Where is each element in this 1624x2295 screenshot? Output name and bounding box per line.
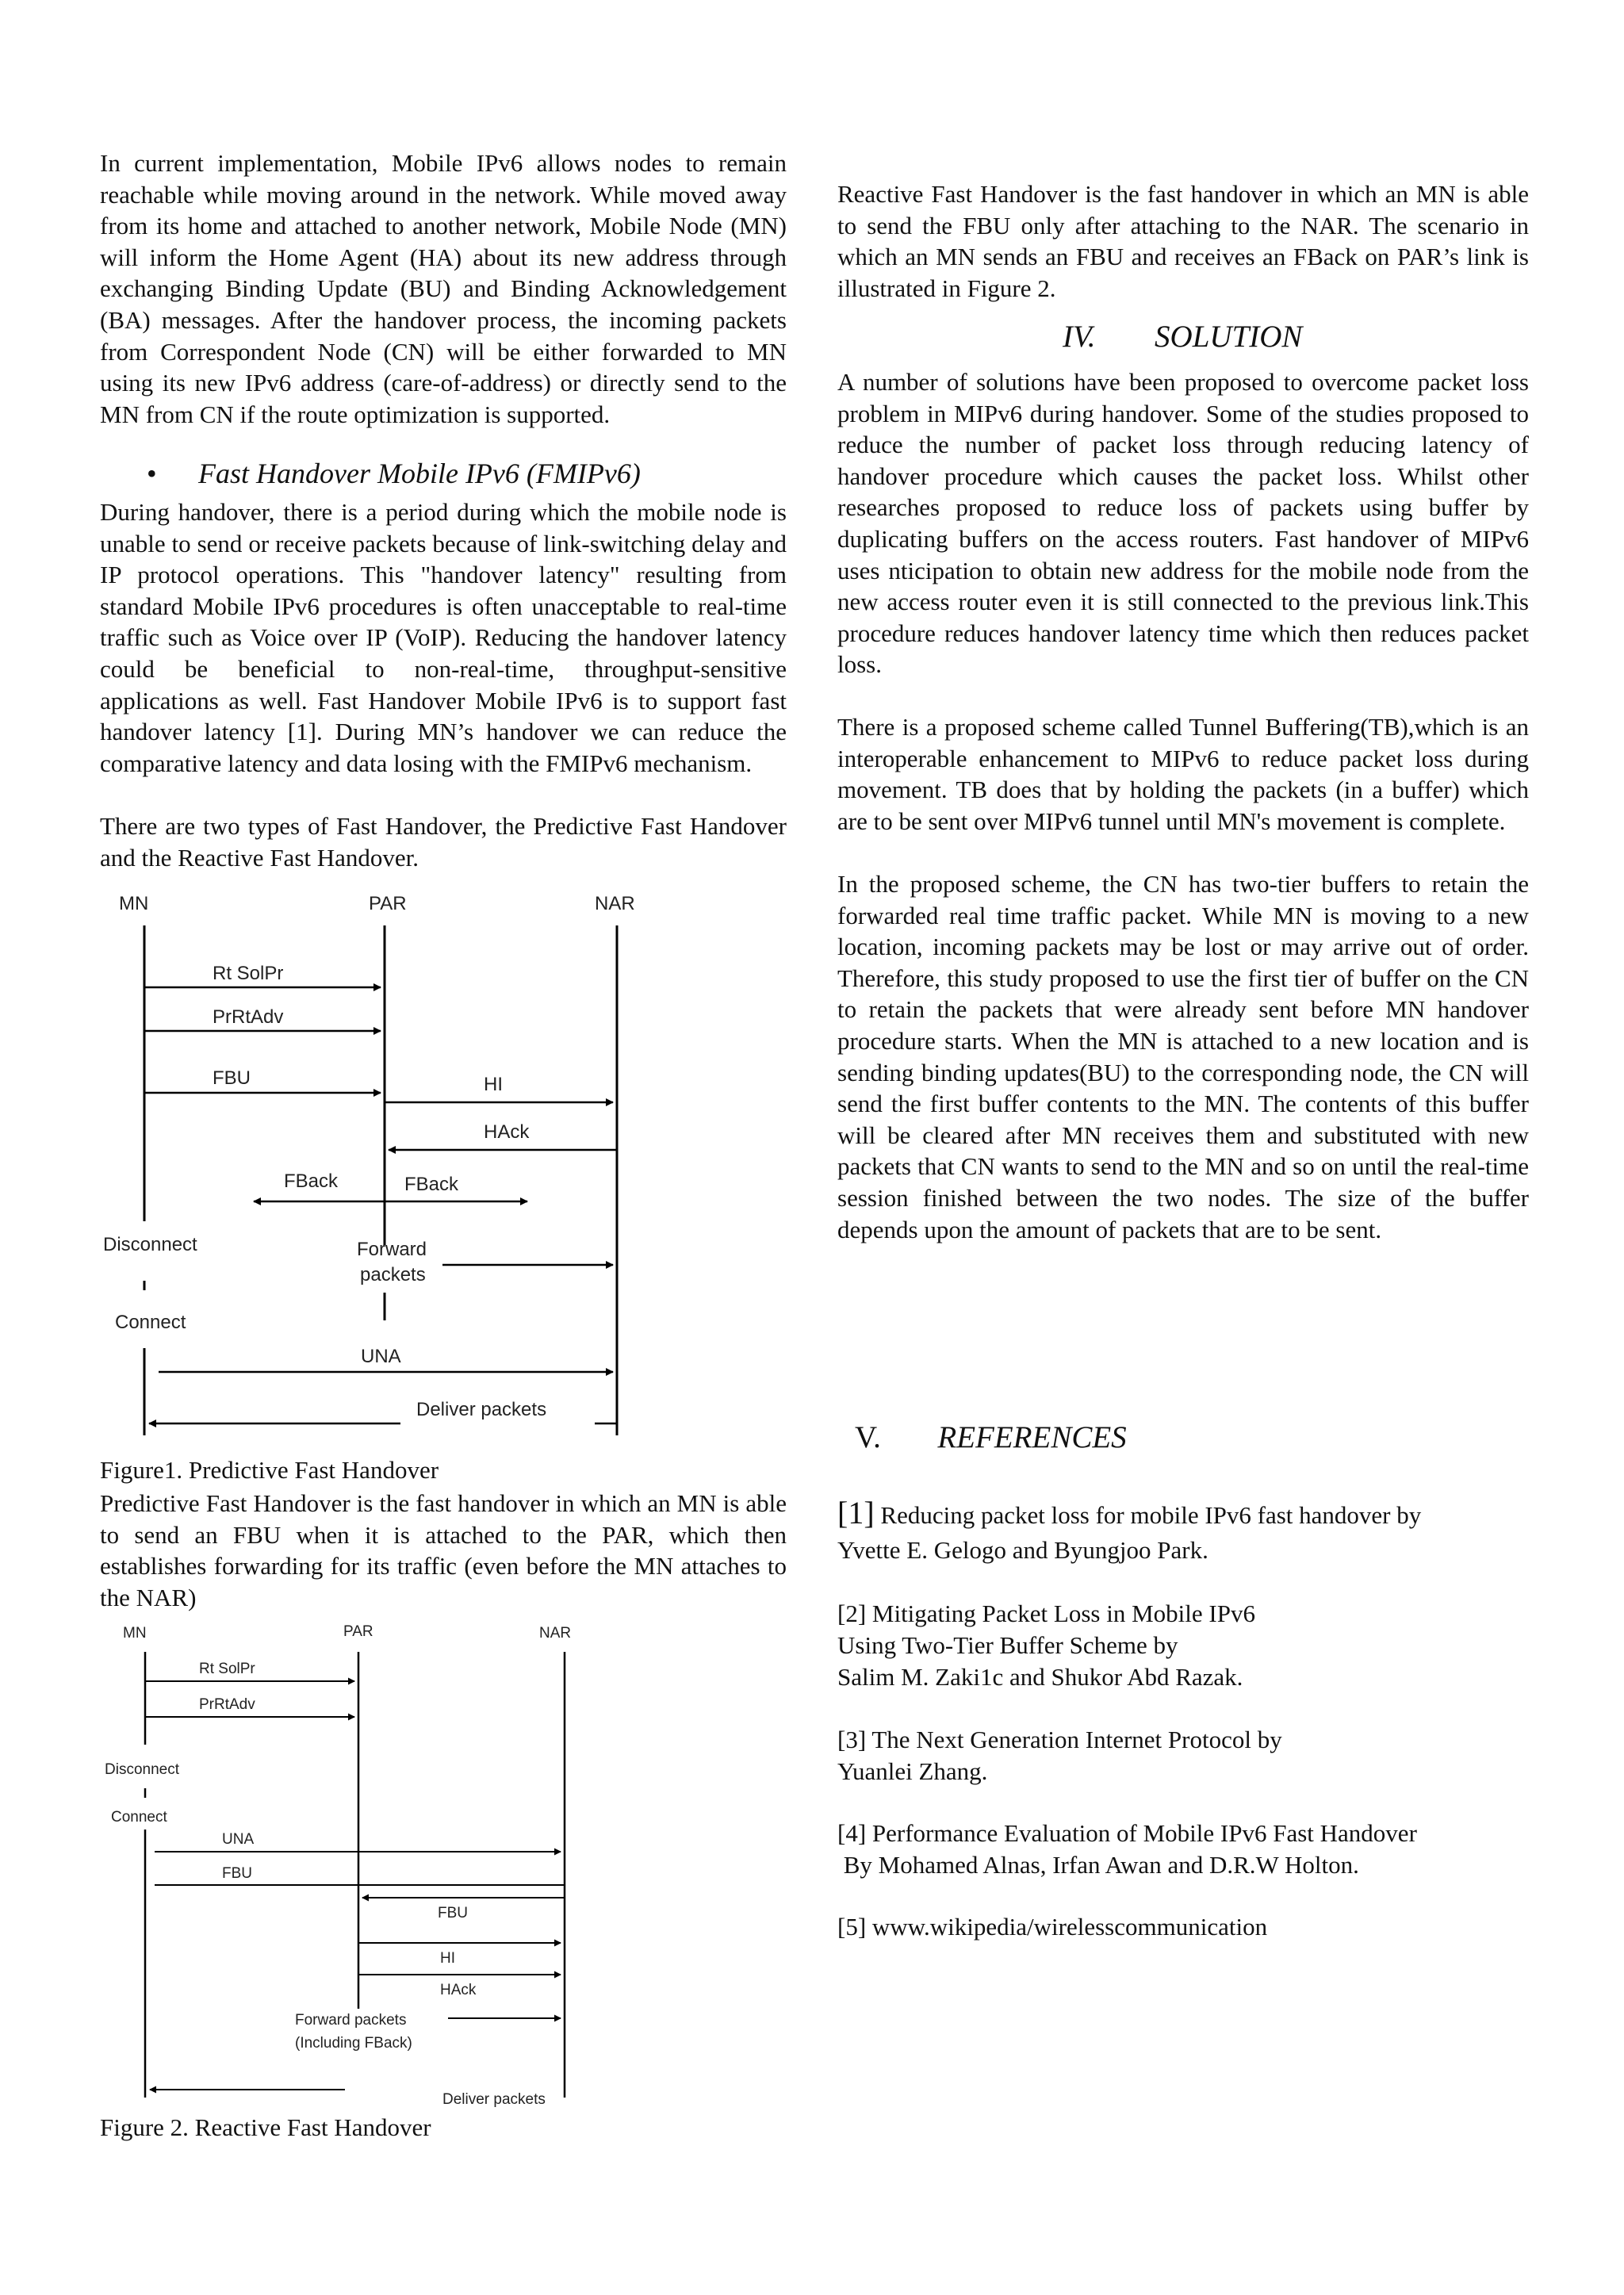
fig2-node-par: PAR (343, 1623, 373, 1640)
fig1-label-forward-line2: packets (360, 1264, 426, 1285)
reference-3-line1: [3] The Next Generation Internet Protocol by (837, 1726, 1282, 1753)
predictive-paragraph: Predictive Fast Handover is the fast handover in which an MN is able to send an FBU when it is attached to the PAR, which then establishes forwarding for its traffic (even before the MN attaches to the NAR) (100, 1489, 787, 1611)
fig1-label-hi: HI (484, 1074, 503, 1095)
fig1-label-connect: Connect (115, 1312, 186, 1333)
reference-1-line1: Reducing packet loss for mobile IPv6 fast handover by (874, 1501, 1422, 1529)
reference-5: [5] www.wikipedia/wirelesscommunication (837, 1913, 1268, 1941)
reactive-paragraph: Reactive Fast Handover is the fast handover in which an MN is able to send the FBU only after attaching to the NAR. The scenario in which an MN sends an FBU and receives an FBack on PAR’s link is illustrated in Figure 2. (837, 180, 1529, 302)
section-iv-heading (1063, 319, 1302, 354)
fig2-label-deliver: Deliver packets (442, 2091, 546, 2108)
reference-1-line2: Yvette E. Gelogo and Byungjoo Park. (837, 1536, 1208, 1564)
reference-2-line3: Salim M. Zaki1c and Shukor Abd Razak. (837, 1663, 1243, 1691)
figure1-caption: Figure1. Predictive Fast Handover (100, 1456, 439, 1484)
solution-paragraph-1: A number of solutions have been proposed to overcome packet loss problem in MIPv6 during handover. Some of the studies proposed to reduce the number of packet loss through reducing latency of handover procedure which causes the packet loss. Whilst other researches proposed to reduce loss of packets using buffer by duplicating buffers on the access routers. Fast handover of MIPv6 uses nticipation to obtain new address for the mobile node from the new access router even it is still connected to the previous link.This procedure reduces handover latency time which then reduces packet loss. (837, 368, 1529, 679)
figure2-diagram (99, 1614, 591, 2121)
figure2-caption: Figure 2. Reactive Fast Handover (100, 2113, 431, 2141)
fig2-label-forward-line2: (Including FBack) (295, 2035, 412, 2052)
fig1-label-fbu: FBU (213, 1067, 251, 1089)
section-v-heading (855, 1420, 1127, 1455)
section-iv-title: SOLUTION (1155, 320, 1303, 354)
fig1-label-disconnect: Disconnect (103, 1234, 197, 1255)
fig1-node-par: PAR (369, 893, 407, 914)
fig2-label-connect: Connect (111, 1809, 167, 1826)
fig2-label-rtsolpr: Rt SolPr (199, 1661, 255, 1677)
fig1-node-nar: NAR (595, 893, 635, 914)
solution-paragraph-3: In the proposed scheme, the CN has two-tier buffers to retain the forwarded real time traffic packet. While MN is moving to a new location, incoming packets may be lost or may arrive out of order. Therefore, this study proposed to use the first tier of buffer on the CN to retain the packets that were already sent before MN handover procedure starts. When the MN is attached to a new location and is sending binding updates(BU) to the corresponding node, the CN will send the first buffer contents to the MN. The contents of this buffer will be cleared after MN receives them and substituted with new packets that CN wants to send to the MN and so on until the real-time session finished between the two nodes. The size of the buffer depends upon the amount of packets that are to be sent. (837, 870, 1529, 1243)
section-v-number: V. (855, 1420, 881, 1454)
intro-paragraph: In current implementation, Mobile IPv6 allows nodes to remain reachable while moving around in the network. While moved away from its home and attached to another network, Mobile Node (MN) will inform the Home Agent (HA) about its new address through exchanging Binding Update (BU) and Binding Acknowledgement (BA) messages. After the handover process, the incoming packets from Correspondent Node (CN) will be either forwarded to MN using its new IPv6 address (care-of-address) or directly send to the MN from CN if the route optimization is supported. (100, 149, 787, 428)
handover-types-paragraph: There are two types of Fast Handover, the Predictive Fast Handover and the Reactive Fast Handover. (100, 812, 787, 872)
fig2-label-forward-line1: Forward packets (295, 2012, 407, 2029)
fig1-label-rtsolpr: Rt SolPr (213, 963, 284, 984)
fig1-label-prrtadv: PrRtAdv (213, 1006, 284, 1028)
reference-1 (837, 1497, 1421, 1531)
fig1-label-fback-right: FBack (404, 1174, 459, 1195)
fig1-label-hack: HAck (484, 1121, 530, 1143)
reference-4-line2: By Mohamed Alnas, Irfan Awan and D.R.W Holton. (837, 1851, 1359, 1879)
fig2-label-hi: HI (440, 1950, 455, 1967)
fig1-label-deliver: Deliver packets (416, 1399, 547, 1420)
fmipv6-bullet-text: Fast Handover Mobile IPv6 (FMIPv6) (198, 458, 641, 489)
figure1-diagram (95, 876, 666, 1447)
fig2-label-prrtadv: PrRtAdv (199, 1696, 255, 1713)
fig2-label-disconnect: Disconnect (105, 1761, 179, 1778)
solution-paragraph-2: There is a proposed scheme called Tunnel Buffering(TB),which is an interoperable enhancement to MIPv6 to reduce packet loss during movement. TB does that by holding the packets (in a buffer) which are to be sent over MIPv6 tunnel until MN's movement is complete. (837, 713, 1529, 835)
section-iv-number: IV. (1063, 320, 1096, 354)
bullet-icon: • (147, 458, 157, 489)
handover-latency-paragraph: During handover, there is a period during which the mobile node is unable to send or receive packets because of link-switching delay and IP protocol operations. This "handover latency" resulting from standard Mobile IPv6 procedures is often unacceptable to real-time traffic such as Voice over IP (VoIP). Reducing the handover latency could be beneficial to non-real-time, throughput-sensitive applications as well. Fast Handover Mobile IPv6 is to support fast handover latency [1]. During MN’s handover we can reduce the comparative latency and data losing with the FMIPv6 mechanism. (100, 498, 787, 777)
fig1-label-una: UNA (361, 1346, 401, 1367)
fig1-label-fback-left: FBack (284, 1170, 339, 1192)
fig2-label-hack: HAck (440, 1982, 477, 1998)
reference-4-line1: [4] Performance Evaluation of Mobile IPv6 Fast Handover (837, 1819, 1417, 1847)
fig2-label-fbu-lower: FBU (438, 1905, 468, 1921)
fig1-node-mn: MN (119, 893, 149, 914)
reference-2-line2: Using Two-Tier Buffer Scheme by (837, 1631, 1178, 1659)
fig1-label-forward-line1: Forward (357, 1239, 427, 1260)
fig2-node-nar: NAR (539, 1625, 572, 1642)
reference-1-number: [1] (837, 1495, 875, 1531)
section-v-title: REFERENCES (937, 1420, 1127, 1454)
fig2-node-mn: MN (123, 1625, 147, 1642)
fig2-label-una: UNA (222, 1831, 255, 1848)
fig2-label-fbu-upper: FBU (222, 1865, 252, 1882)
reference-2-line1: [2] Mitigating Packet Loss in Mobile IPv6 (837, 1600, 1255, 1627)
reference-3-line2: Yuanlei Zhang. (837, 1757, 988, 1785)
